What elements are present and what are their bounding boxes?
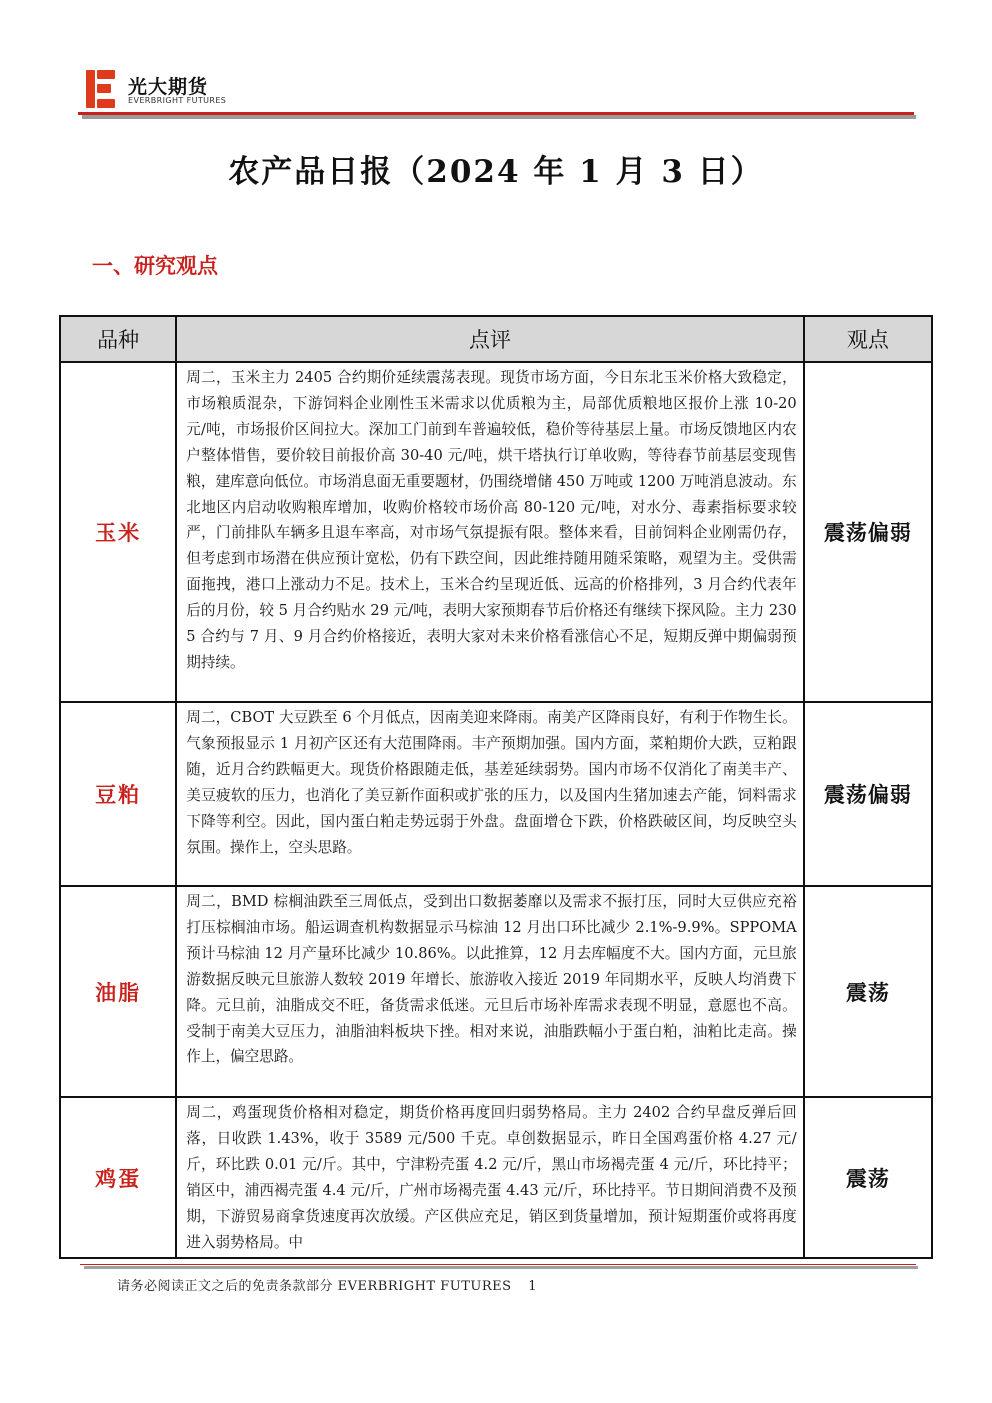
everbright-logo-icon [86,70,116,108]
page-number: 1 [528,1279,537,1294]
table-header-row [60,316,932,362]
research-view-table [59,315,933,1259]
footer [117,1275,537,1294]
company-name-en: EVERBRIGHT FUTURES [128,96,227,105]
variety-cell: 油脂 [60,886,176,1097]
company-logo [86,70,246,110]
variety-cell: 玉米 [60,362,176,702]
section-heading: 一、研究观点 [92,253,218,278]
column-header-variety: 品种 [60,316,176,362]
comment-cell: 周二，BMD 棕榈油跌至三周低点，受到出口数据萎靡以及需求不振打压，同时大豆供应充裕打压棕榈油市场。船运调查机构数据显示马棕油 12 月出口环比减少 2.1%-9.9%。SPPOMA 预计马棕油 12 月产量环比减少 10.86%。以此推算，12 月去库幅度不大。国内方面，元旦旅游数据反映元旦旅游人数较 2019 年增长、旅游收入接近 2019 年同期水平，反映人均消费下降。元旦前，油脂成交不旺，备货需求低迷。元旦后市场补库需求表现不明显，意愿也不高。受制于南美大豆压力，油脂油料板块下挫。相对来说，油脂跌幅小于蛋白粕，油粕比走高。操作上，偏空思路。 [176,886,803,1097]
table-row-eggs [60,1097,932,1258]
footer-rule-shadow [84,1266,918,1269]
footer-rule [80,1264,916,1265]
header-rule-shadow [82,115,916,119]
variety-cell: 豆粕 [60,702,176,886]
comment-cell: 周二，鸡蛋现货价格相对稳定，期货价格再度回归弱势格局。主力 2402 合约早盘反弹后回落，日收跌 1.43%，收于 3589 元/500 千克。卓创数据显示，昨日全国鸡蛋价格 4.27 元/斤，环比跌 0.01 元/斤。其中，宁津粉壳蛋 4.2 元/斤，黑山市场褐壳蛋 4 元/斤，环比持平；销区中，浦西褐壳蛋 4.4 元/斤，广州市场褐壳蛋 4.43 元/斤，环比持平。节日期间消费不及预期，下游贸易商拿货速度再次放缓。产区供应充足，销区到货量增加，预计短期蛋价或将再度进入弱势格局。中 [176,1097,803,1258]
table-row-soymeal [60,702,932,886]
view-cell: 震荡 [804,886,932,1097]
table-row-corn [60,362,932,702]
comment-cell: 周二，CBOT 大豆跌至 6 个月低点，因南美迎来降雨。南美产区降雨良好，有利于作物生长。气象预报显示 1 月初产区还有大范围降雨。丰产预期加强。国内方面，菜粕期价大跌，豆粕跟随，近月合约跌幅更大。现货价格跟随走低，基差延续弱势。国内市场不仅消化了南美丰产、美豆疲软的压力，也消化了美豆新作面积或扩张的压力，以及国内生猪加速去产能，饲料需求下降等利空。因此，国内蛋白粕走势远弱于外盘。盘面增仓下跌，价格跌破区间，均反映空头氛围。操作上，空头思路。 [176,702,803,886]
variety-cell: 鸡蛋 [60,1097,176,1258]
document-title: 农产品日报（2024 年 1 月 3 日） [228,154,764,190]
column-header-comment: 点评 [176,316,803,362]
view-cell: 震荡偏弱 [804,702,932,886]
company-name: 光大期货 [128,76,209,98]
column-header-view: 观点 [804,316,932,362]
table-row-oils [60,886,932,1097]
view-cell: 震荡 [804,1097,932,1258]
header-rule [78,112,914,115]
footer-disclaimer: 请务必阅读正文之后的免责条款部分 EVERBRIGHT FUTURES [117,1279,512,1294]
view-cell: 震荡偏弱 [804,362,932,702]
comment-cell: 周二，玉米主力 2405 合约期价延续震荡表现。现货市场方面，今日东北玉米价格大致稳定，市场粮质混杂，下游饲料企业刚性玉米需求以优质粮为主，局部优质粮地区报价上涨 10-20 元/吨，市场报价区间拉大。深加工门前到车普遍较低，稳价等待基层上量。市场反馈地区内农户整体惜售，要价较目前报价高 30-40 元/吨，烘干塔执行订单收购，等待春节前基层变现售粮，建库意向低位。市场消息面无重要题材，仍围绕增储 450 万吨或 1200 万吨消息波动。东北地区内启动收购粮库增加，收购价格较市场价高 80-120 元/吨，对水分、毒素指标要求较严，门前排队车辆多且退车率高，对市场气氛提振有限。整体来看，目前饲料企业刚需仍存，但考虑到市场潜在供应预计宽松，仍有下跌空间，因此维持随用随采策略，观望为主。受供需面拖拽，港口上涨动力不足。技术上，玉米合约呈现近低、远高的价格排列，3 月合约代表年后的月份，较 5 月合约贴水 29 元/吨，表明大家预期春节后价格还有继续下探风险。主力 2305 合约与 7 月、9 月合约价格接近，表明大家对未来价格看涨信心不足，短期反弹中期偏弱预期持续。 [176,362,803,702]
